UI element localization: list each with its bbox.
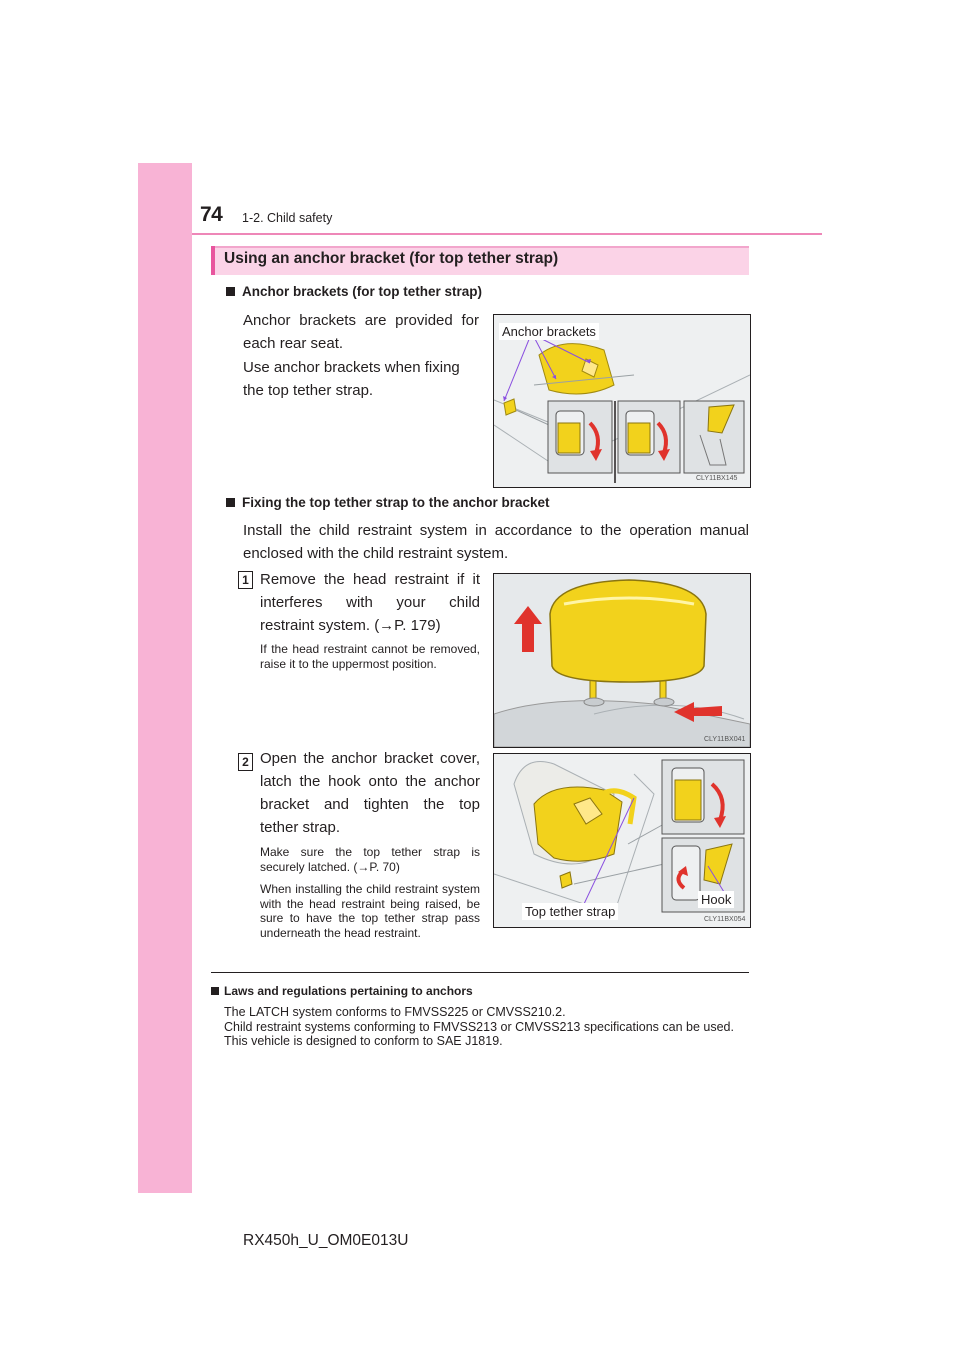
subsection-title-anchor-brackets: Anchor brackets (for top tether strap) — [226, 284, 482, 299]
step-number-1: 1 — [238, 571, 253, 589]
step-2-note-underneath: When installing the child restraint system with the head restraint being raised, be sure to have the top tether strap pass underneath the head restraint. — [260, 882, 480, 940]
figure-head-restraint — [493, 573, 751, 748]
bullet-square-icon — [226, 498, 235, 507]
paragraph-use-anchor: Use anchor brackets when fixing the top tether strap. — [243, 359, 460, 399]
step-1-note: If the head restraint cannot be removed, raise it to the uppermost position. — [260, 642, 480, 671]
header-rule — [192, 233, 822, 235]
callout-top-tether-strap: Top tether strap — [522, 903, 618, 920]
section-title: 1-2. Child safety — [242, 211, 333, 225]
figure-head-restraint-illustration — [494, 574, 750, 747]
step-2-text: Open the anchor bracket cover, latch the hook onto the anchor bracket and tighten the top tether strap. — [260, 750, 480, 836]
note-divider — [211, 972, 749, 973]
step-1-text: Remove the head restraint if it interferes with your child restraint system. (→P. 179) — [260, 571, 480, 634]
note-line-latch: The LATCH system conforms to FMVSS225 or CMVSS210.2. — [224, 1005, 566, 1019]
figure-code: CLY11BX145 — [696, 475, 738, 482]
note-line-child-restraint: Child restraint systems conforming to FMVSS213 or CMVSS213 specifications can be used. — [224, 1019, 734, 1034]
step-2-note-latched: Make sure the top tether strap is securely latched. (→P. 70) — [260, 845, 480, 874]
section-heading: Using an anchor bracket (for top tether strap) — [224, 250, 559, 267]
figure-code: CLY11BX054 — [704, 916, 746, 923]
figure-top-tether-strap — [493, 753, 751, 928]
bullet-square-icon — [211, 987, 219, 995]
note-body — [224, 1005, 750, 1049]
callout-anchor-brackets: Anchor brackets — [499, 323, 599, 340]
footer-document-code: RX450h_U_OM0E013U — [243, 1232, 409, 1249]
subsection-title-fixing-strap: Fixing the top tether strap to the anchor bracket — [226, 495, 550, 510]
note-line-sae: This vehicle is designed to conform to SAE J1819. — [224, 1034, 503, 1048]
paragraph-anchor-provided: Anchor brackets are provided for each rear seat. — [243, 312, 479, 352]
step-number-2: 2 — [238, 753, 253, 771]
figure-anchor-brackets — [493, 314, 751, 488]
callout-hook: Hook — [698, 891, 734, 908]
bullet-square-icon — [226, 287, 235, 296]
figure-anchor-brackets-illustration — [494, 315, 750, 487]
page-number: 74 — [200, 203, 223, 226]
paragraph-install-intro: Install the child restraint system in accordance to the operation manual enclosed with the child restraint system. — [243, 522, 749, 562]
heading-accent — [211, 246, 215, 275]
chapter-sidebar — [138, 163, 192, 1193]
note-title: Laws and regulations pertaining to anchors — [211, 984, 473, 998]
figure-code: CLY11BX041 — [704, 736, 746, 743]
